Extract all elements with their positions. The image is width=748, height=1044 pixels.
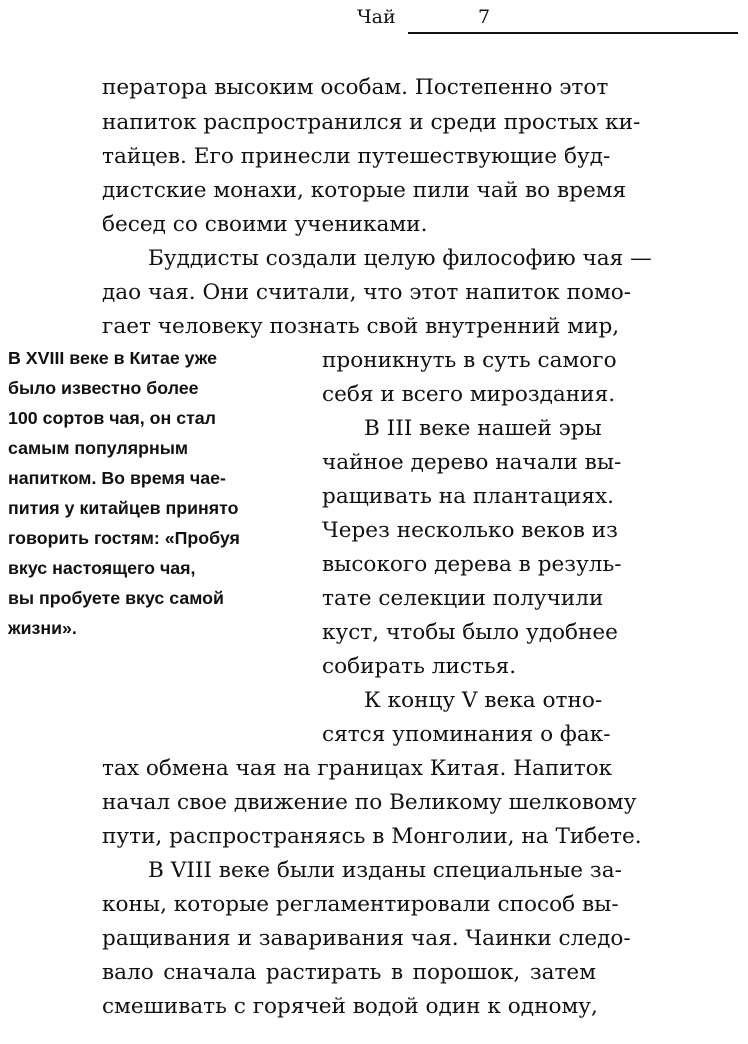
text-line: Буддисты создали целую философию чая —: [148, 246, 652, 271]
text-line: В III веке нашей эры: [364, 416, 602, 441]
sidebar-line: В XVIII веке в Китае уже: [8, 348, 218, 368]
text-line: Через несколько веков из: [322, 518, 618, 543]
sidebar-line: вкус настоящего чая,: [8, 558, 196, 578]
text-line: напиток распространился и среди простых ки-: [102, 110, 641, 135]
sidebar-line: было известно более: [8, 378, 199, 398]
text-line: ращивать на плантациях.: [322, 484, 615, 509]
sidebar-line: жизни».: [8, 618, 77, 638]
text-line: смешивать с горячей водой один к одному,: [102, 994, 598, 1019]
text-line: дистские монахи, которые пили чай во время: [102, 178, 627, 203]
sidebar-line: самым популярным: [8, 438, 189, 458]
text-line: коны, которые регламентировали способ вы-: [102, 892, 619, 917]
text-line: тайцев. Его принесли путешествующие буд-: [102, 144, 611, 169]
running-title: Чай: [357, 6, 396, 28]
text-line: тате селекции получили: [322, 586, 604, 611]
text-line: ращивания и заваривания чая. Чаинки следо-: [102, 926, 631, 951]
page-header: [0, 0, 748, 40]
text-line: проникнуть в суть самого: [322, 348, 617, 373]
text-line: пути, распространяясь в Монголии, на Тибете.: [102, 824, 642, 849]
text-line: гает человеку познать свой внутренний мир,: [102, 314, 620, 339]
text-line: чайное дерево начали вы-: [322, 450, 622, 475]
text-line: себя и всего мироздания.: [322, 382, 616, 407]
text-line: бесед со своими учениками.: [102, 212, 428, 237]
header-rule: [408, 32, 738, 34]
text-line: тах обмена чая на границах Китая. Напиток: [102, 756, 613, 781]
text-line: начал свое движение по Великому шелковому: [102, 790, 637, 815]
sidebar-line: вы пробуете вкус самой: [8, 588, 224, 608]
text-line: ператора высоким особам. Постепенно этот: [102, 75, 609, 100]
sidebar-line: 100 сортов чая, он стал: [8, 408, 216, 428]
text-line: дао чая. Они считали, что этот напиток помо-: [102, 280, 632, 305]
text-line: В VIII веке были изданы специальные за-: [148, 858, 622, 883]
page-number: 7: [478, 6, 491, 28]
sidebar-line: напитком. Во время чае-: [8, 468, 226, 488]
text-line: собирать листья.: [322, 654, 517, 679]
text-line: куст, чтобы было удобнее: [322, 620, 618, 645]
text-line: сятся упоминания о фак-: [322, 722, 611, 747]
text-line: К концу V века отно-: [364, 688, 603, 713]
text-line: вало сначала растирать в порошок, затем: [102, 960, 596, 985]
sidebar-line: говорить гостям: «Пробуя: [8, 528, 240, 548]
sidebar-line: пития у китайцев принято: [8, 498, 239, 518]
text-line: высокого дерева в резуль-: [322, 552, 622, 577]
